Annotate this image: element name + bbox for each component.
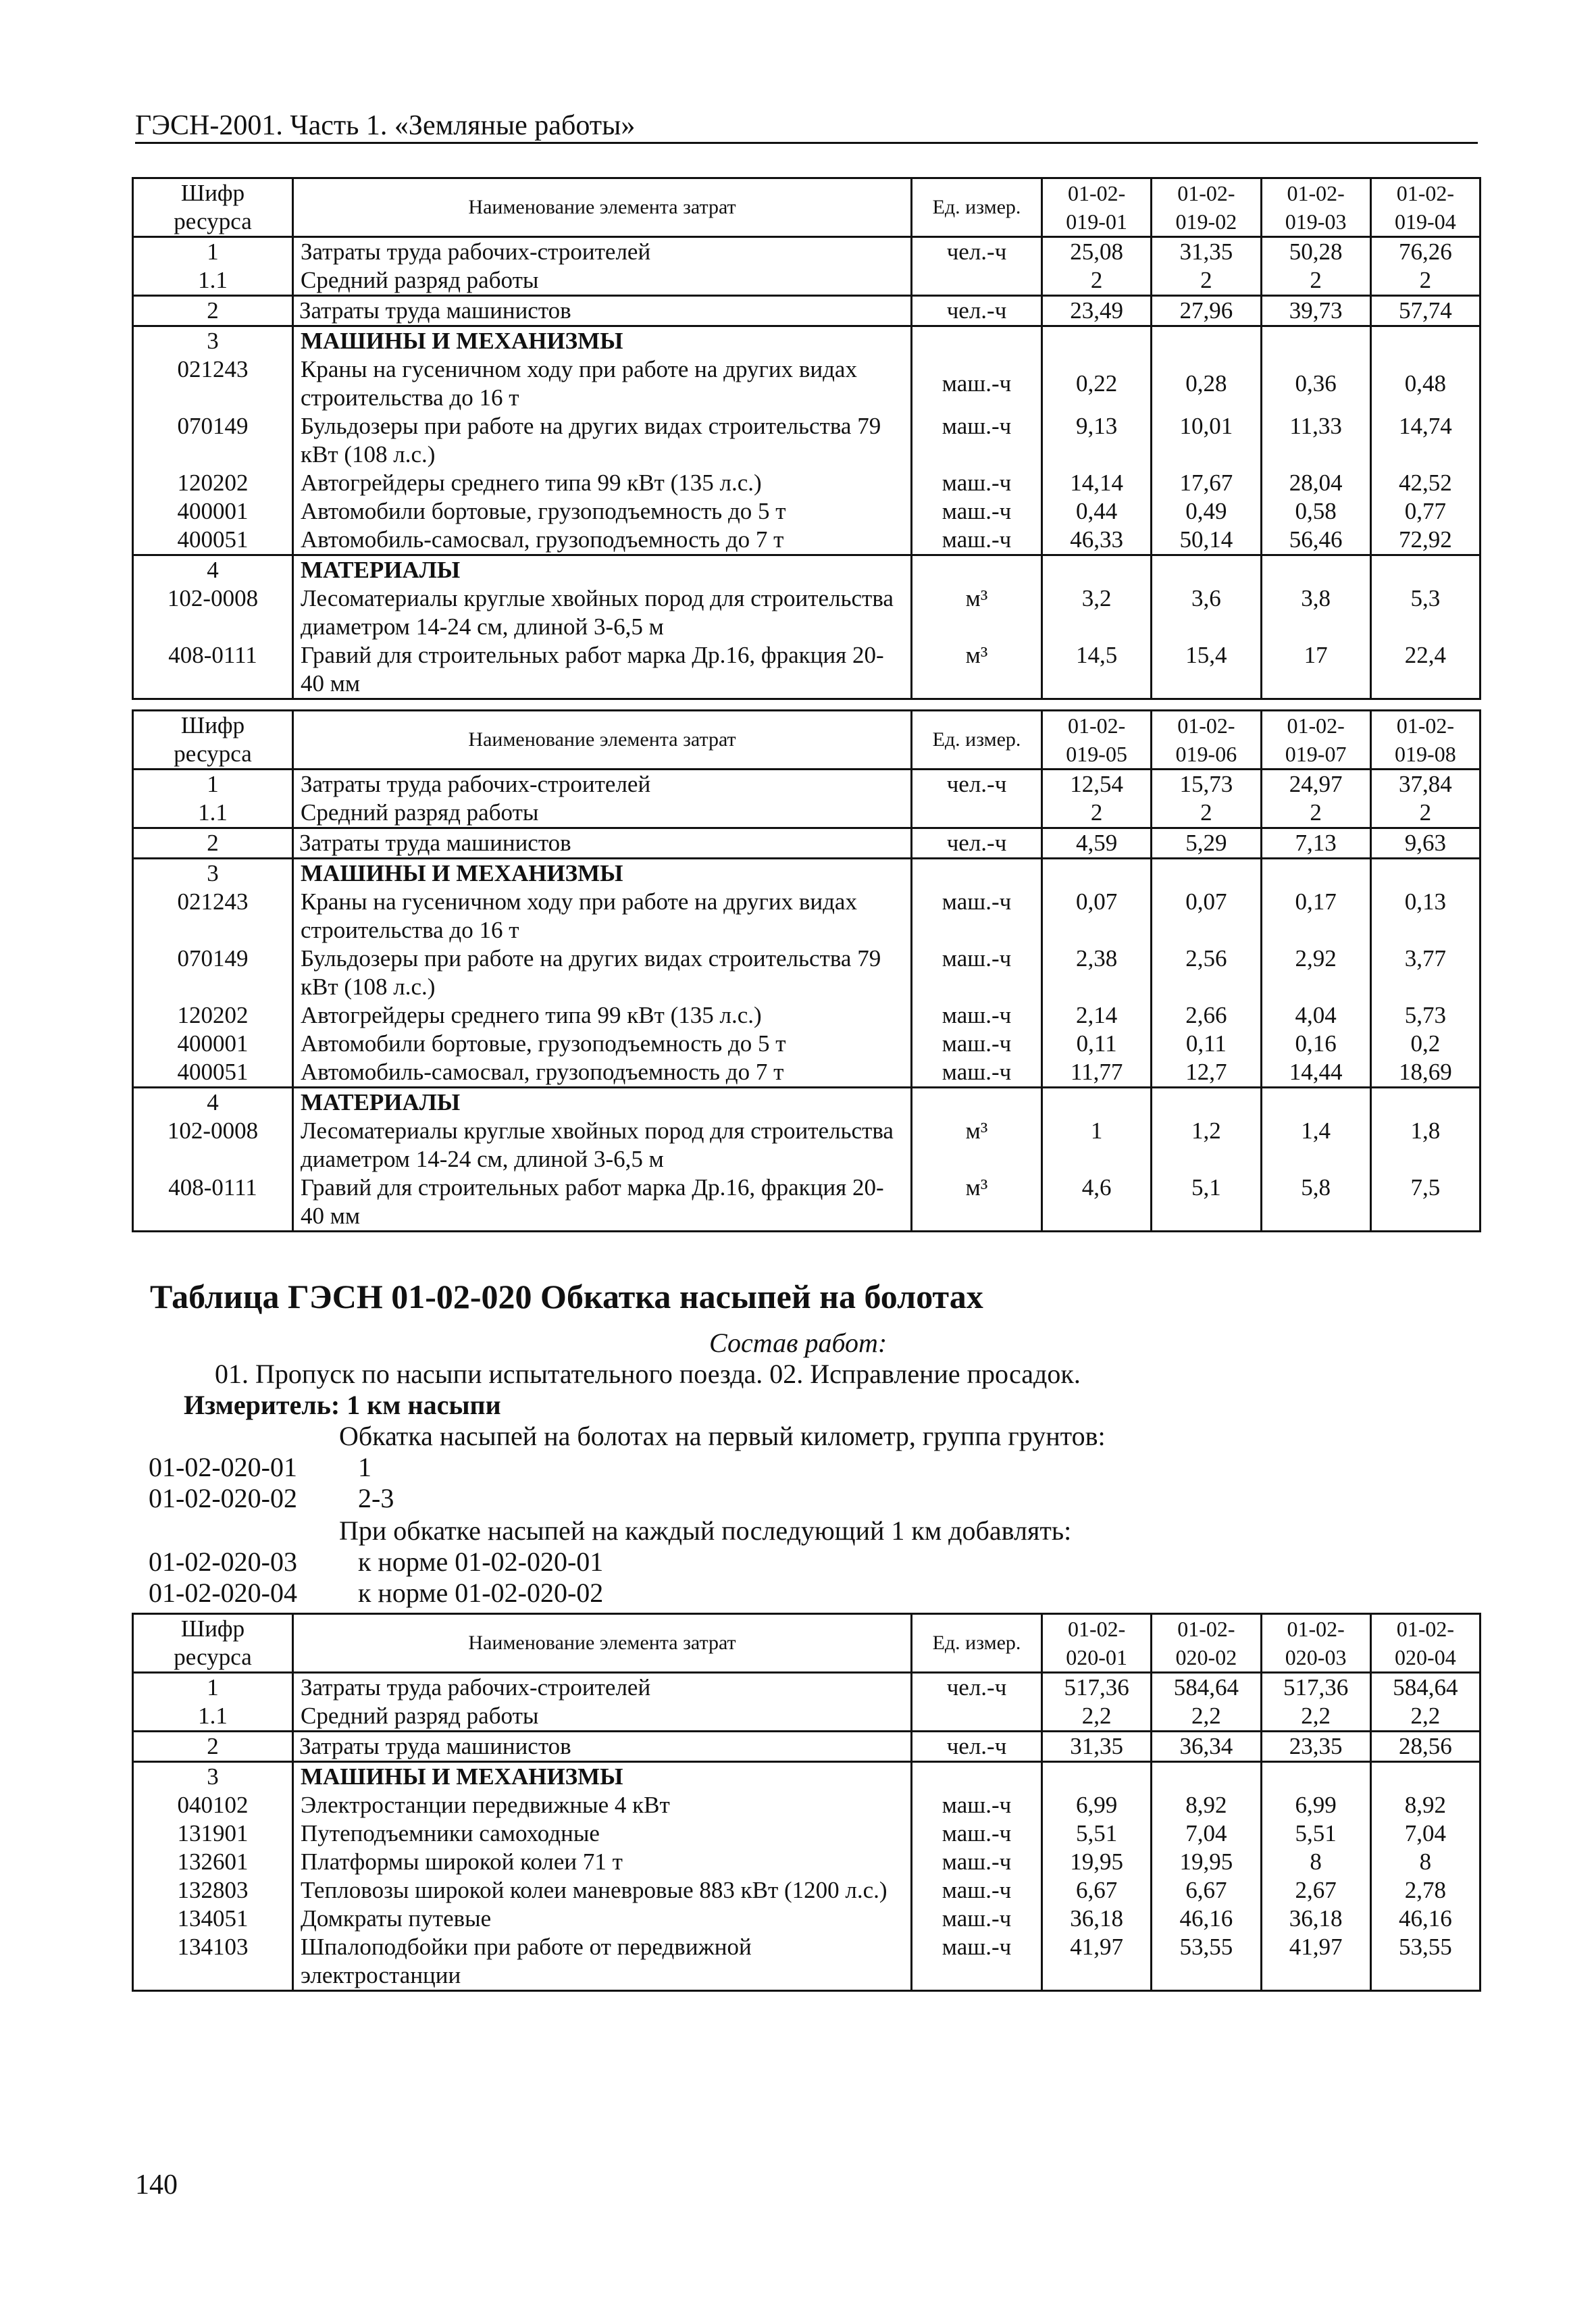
resource-code: 400001 [133, 497, 293, 526]
norm-value: 2,2 [1042, 1702, 1152, 1732]
resource-name: Гравий для строительных работ марка Др.16, фракция 20-40 мм [293, 641, 912, 699]
first-km-text: Обкатка насыпей на болотах на первый километр, группа грунтов: [339, 1421, 1106, 1451]
norm-value: 19,95 [1042, 1848, 1152, 1876]
norm-value: 6,67 [1152, 1876, 1261, 1905]
table-row [133, 412, 1481, 469]
norm-value: 0,36 [1261, 355, 1370, 412]
resource-code: 070149 [133, 945, 293, 1001]
norm-value: 0,58 [1261, 497, 1370, 526]
norm-value: 2,38 [1042, 945, 1152, 1001]
resource-code: 1.1 [133, 799, 293, 828]
resource-unit: м³ [912, 1117, 1042, 1174]
resource-code: 2 [133, 296, 293, 326]
norm-value: 41,97 [1042, 1933, 1152, 1991]
section-row [133, 326, 1481, 356]
norm-value: 2,2 [1261, 1702, 1370, 1732]
col-norm-header: 01-02-019-02 [1152, 178, 1261, 237]
table-row [133, 1876, 1481, 1905]
section-code: 3 [133, 1762, 293, 1792]
col-unit-header: Ед. измер. [912, 178, 1042, 237]
resource-name: Затраты труда рабочих-строителей [293, 770, 912, 799]
norm-value: 1,8 [1370, 1117, 1480, 1174]
table-row [133, 1791, 1481, 1819]
norm-value: 7,04 [1370, 1819, 1480, 1848]
norm-value: 50,14 [1152, 526, 1261, 555]
col-code-header: Шифр ресурса [133, 1614, 293, 1673]
page-number: 140 [135, 2169, 178, 2200]
resource-unit: маш.-ч [912, 469, 1042, 497]
norm-value: 10,01 [1152, 412, 1261, 469]
norm-value: 39,73 [1261, 296, 1370, 326]
resource-name: Путеподъемники самоходные [293, 1819, 912, 1848]
resource-table-019-05-08 [132, 709, 1481, 1232]
norm-value: 56,46 [1261, 526, 1370, 555]
meter-text: Измеритель: 1 км насыпи [184, 1390, 501, 1420]
norm-value: 584,64 [1152, 1673, 1261, 1703]
table-row [133, 945, 1481, 1001]
table-row [133, 1001, 1481, 1030]
norm-value: 2,2 [1152, 1702, 1261, 1732]
table-row [133, 584, 1481, 641]
col-norm-header: 01-02-019-08 [1370, 711, 1480, 770]
norm-value: 5,8 [1261, 1174, 1370, 1232]
table-row [133, 641, 1481, 699]
section-code: 4 [133, 555, 293, 585]
norm-code: 01-02-020-01 [149, 1452, 297, 1482]
table-row [133, 469, 1481, 497]
norm-value: 6,99 [1261, 1791, 1370, 1819]
norm-value: 27,96 [1152, 296, 1261, 326]
col-norm-header: 01-02-019-01 [1042, 178, 1152, 237]
norm-value: 23,35 [1261, 1732, 1370, 1762]
resource-unit: маш.-ч [912, 1819, 1042, 1848]
norm-value: 14,5 [1042, 641, 1152, 699]
composition-label: Состав работ: [709, 1328, 887, 1358]
norm-value: 31,35 [1042, 1732, 1152, 1762]
table-row [133, 770, 1481, 799]
resource-name: Затраты труда рабочих-строителей [293, 237, 912, 267]
resource-name: Краны на гусеничном ходу при работе на других видах строительства до 16 т [293, 355, 912, 412]
table-row [133, 266, 1481, 296]
resource-name: Краны на гусеничном ходу при работе на других видах строительства до 16 т [293, 888, 912, 945]
section-row [133, 555, 1481, 585]
col-norm-header: 01-02-019-06 [1152, 711, 1261, 770]
table-row [133, 1819, 1481, 1848]
norm-value: 0,28 [1152, 355, 1261, 412]
norm-value: 28,56 [1370, 1732, 1480, 1762]
resource-code: 102-0008 [133, 1117, 293, 1174]
resource-name: Средний разряд работы [293, 799, 912, 828]
section-heading: МАШИНЫ И МЕХАНИЗМЫ [293, 1762, 912, 1792]
table-row [133, 828, 1481, 859]
norm-value: 0,17 [1261, 888, 1370, 945]
norm-code: 01-02-020-04 [149, 1578, 297, 1608]
col-unit-header: Ед. измер. [912, 1614, 1042, 1673]
section-row [133, 1762, 1481, 1792]
table-row [133, 1933, 1481, 1991]
norm-value: 5,51 [1261, 1819, 1370, 1848]
norm-value: 2,67 [1261, 1876, 1370, 1905]
table-row [133, 526, 1481, 555]
norm-value: 8 [1261, 1848, 1370, 1876]
norm-value: 25,08 [1042, 237, 1152, 267]
norm-value: 2 [1042, 266, 1152, 296]
norm-value: 28,04 [1261, 469, 1370, 497]
section-heading: МАТЕРИАЛЫ [293, 555, 912, 585]
section-code: 3 [133, 326, 293, 356]
norm-value: 14,14 [1042, 469, 1152, 497]
norm-value: 5,51 [1042, 1819, 1152, 1848]
resource-name: Бульдозеры при работе на других видах строительства 79 кВт (108 л.с.) [293, 412, 912, 469]
resource-unit: маш.-ч [912, 497, 1042, 526]
norm-value: 3,6 [1152, 584, 1261, 641]
running-header: ГЭСН-2001. Часть 1. «Земляные работы» [135, 110, 636, 141]
norm-value: 17 [1261, 641, 1370, 699]
resource-code: 134103 [133, 1933, 293, 1991]
resource-code: 1.1 [133, 1702, 293, 1732]
resource-unit: маш.-ч [912, 1905, 1042, 1933]
norm-value: 11,77 [1042, 1058, 1152, 1088]
resource-code: 021243 [133, 355, 293, 412]
col-norm-header: 01-02-019-07 [1261, 711, 1370, 770]
norm-value: 0,11 [1042, 1030, 1152, 1058]
norm-value: 4,59 [1042, 828, 1152, 859]
resource-unit: чел.-ч [912, 1673, 1042, 1703]
resource-code: 120202 [133, 1001, 293, 1030]
resource-unit: чел.-ч [912, 828, 1042, 859]
resource-unit: маш.-ч [912, 888, 1042, 945]
table-header-row [133, 711, 1481, 770]
table-row [133, 497, 1481, 526]
resource-unit: маш.-ч [912, 945, 1042, 1001]
norm-value: 2,56 [1152, 945, 1261, 1001]
resource-name: Автомобиль-самосвал, грузоподъемность до 7 т [293, 526, 912, 555]
table-row [133, 1174, 1481, 1232]
norm-value: 3,8 [1261, 584, 1370, 641]
norm-value: 18,69 [1370, 1058, 1480, 1088]
norm-value: 72,92 [1370, 526, 1480, 555]
norm-value: 4,04 [1261, 1001, 1370, 1030]
norm-value: 4,6 [1042, 1174, 1152, 1232]
col-norm-header: 01-02-020-04 [1370, 1614, 1480, 1673]
norm-value: 0,44 [1042, 497, 1152, 526]
col-norm-header: 01-02-020-03 [1261, 1614, 1370, 1673]
norm-value: 2 [1261, 266, 1370, 296]
resource-unit: маш.-ч [912, 1001, 1042, 1030]
resource-code: 1.1 [133, 266, 293, 296]
resource-unit: маш.-ч [912, 1030, 1042, 1058]
norm-value: 53,55 [1152, 1933, 1261, 1991]
norm-value: 0,49 [1152, 497, 1261, 526]
resource-unit: маш.-ч [912, 1058, 1042, 1088]
resource-code: 040102 [133, 1791, 293, 1819]
section-heading: МАТЕРИАЛЫ [293, 1088, 912, 1117]
norm-value: 46,16 [1152, 1905, 1261, 1933]
norm-value: 1 [1042, 1117, 1152, 1174]
norm-value: 15,4 [1152, 641, 1261, 699]
header-rule [135, 142, 1478, 144]
norm-value: 0,77 [1370, 497, 1480, 526]
resource-name: Шпалоподбойки при работе от передвижной электростанции [293, 1933, 912, 1991]
norm-value: 0,2 [1370, 1030, 1480, 1058]
norm-value: 22,4 [1370, 641, 1480, 699]
resource-unit: м³ [912, 641, 1042, 699]
resource-unit [912, 1702, 1042, 1732]
table-header-row [133, 1614, 1481, 1673]
norm-value: 11,33 [1261, 412, 1370, 469]
norm-value: 517,36 [1042, 1673, 1152, 1703]
resource-name: Электростанции передвижные 4 кВт [293, 1791, 912, 1819]
norm-value: 5,73 [1370, 1001, 1480, 1030]
resource-code: 021243 [133, 888, 293, 945]
norm-value: 2,78 [1370, 1876, 1480, 1905]
resource-unit: м³ [912, 1174, 1042, 1232]
norm-value: 1,4 [1261, 1117, 1370, 1174]
resource-unit: маш.-ч [912, 1848, 1042, 1876]
table-row [133, 1030, 1481, 1058]
norm-value: 2,14 [1042, 1001, 1152, 1030]
resource-code: 1 [133, 770, 293, 799]
norm-value: 517,36 [1261, 1673, 1370, 1703]
resource-name: Домкраты путевые [293, 1905, 912, 1933]
norm-value: 8,92 [1152, 1791, 1261, 1819]
resource-unit: чел.-ч [912, 1732, 1042, 1762]
resource-code: 120202 [133, 469, 293, 497]
table-row [133, 1058, 1481, 1088]
resource-code: 132601 [133, 1848, 293, 1876]
resource-name: Затраты труда машинистов [293, 1732, 912, 1762]
section-heading: МАШИНЫ И МЕХАНИЗМЫ [293, 326, 912, 356]
table-row [133, 799, 1481, 828]
resource-name: Затраты труда машинистов [293, 828, 912, 859]
resource-unit: м³ [912, 584, 1042, 641]
table-row [133, 888, 1481, 945]
norm-value: 7,5 [1370, 1174, 1480, 1232]
section-code: 3 [133, 859, 293, 888]
norm-value: 5,3 [1370, 584, 1480, 641]
resource-name: Средний разряд работы [293, 1702, 912, 1732]
norm-desc: 2-3 [358, 1483, 394, 1513]
resource-name: Лесоматериалы круглые хвойных пород для строительства диаметром 14-24 см, длиной 3-6,5 м [293, 1117, 912, 1174]
resource-name: Автомобили бортовые, грузоподъемность до 5 т [293, 497, 912, 526]
table-row [133, 1702, 1481, 1732]
resource-code: 2 [133, 1732, 293, 1762]
col-name-header: Наименование элемента затрат [293, 178, 912, 237]
resource-name: Платформы широкой колеи 71 т [293, 1848, 912, 1876]
norm-value: 17,67 [1152, 469, 1261, 497]
norm-value: 57,74 [1370, 296, 1480, 326]
norm-value: 0,07 [1042, 888, 1152, 945]
resource-code: 102-0008 [133, 584, 293, 641]
norm-value: 7,13 [1261, 828, 1370, 859]
norm-value: 2,66 [1152, 1001, 1261, 1030]
norm-value: 36,34 [1152, 1732, 1261, 1762]
table-row [133, 1732, 1481, 1762]
composition-text: 01. Пропуск по насыпи испытательного поезда. 02. Исправление просадок. [215, 1359, 1081, 1389]
resource-code: 400001 [133, 1030, 293, 1058]
resource-code: 2 [133, 828, 293, 859]
norm-value: 23,49 [1042, 296, 1152, 326]
resource-name: Автомобили бортовые, грузоподъемность до 5 т [293, 1030, 912, 1058]
norm-value: 46,16 [1370, 1905, 1480, 1933]
norm-value: 76,26 [1370, 237, 1480, 267]
norm-value: 42,52 [1370, 469, 1480, 497]
resource-code: 400051 [133, 526, 293, 555]
norm-value: 2 [1042, 799, 1152, 828]
resource-code: 408-0111 [133, 1174, 293, 1232]
col-norm-header: 01-02-020-02 [1152, 1614, 1261, 1673]
norm-value: 14,44 [1261, 1058, 1370, 1088]
col-name-header: Наименование элемента затрат [293, 1614, 912, 1673]
col-norm-header: 01-02-019-04 [1370, 178, 1480, 237]
table-header-row [133, 178, 1481, 237]
resource-code: 408-0111 [133, 641, 293, 699]
resource-name: Средний разряд работы [293, 266, 912, 296]
resource-unit: чел.-ч [912, 296, 1042, 326]
resource-unit [912, 266, 1042, 296]
table-row [133, 1848, 1481, 1876]
col-norm-header: 01-02-019-03 [1261, 178, 1370, 237]
norm-value: 12,54 [1042, 770, 1152, 799]
norm-value: 2 [1370, 799, 1480, 828]
norm-value: 0,11 [1152, 1030, 1261, 1058]
resource-code: 134051 [133, 1905, 293, 1933]
resource-table-020 [132, 1613, 1481, 1992]
resource-code: 132803 [133, 1876, 293, 1905]
norm-value: 1,2 [1152, 1117, 1261, 1174]
resource-unit [912, 799, 1042, 828]
each-km-text: При обкатке насыпей на каждый последующий 1 км добавлять: [339, 1515, 1072, 1546]
table-row [133, 1673, 1481, 1703]
resource-name: Лесоматериалы круглые хвойных пород для строительства диаметром 14-24 см, длиной 3-6,5 м [293, 584, 912, 641]
norm-value: 0,22 [1042, 355, 1152, 412]
resource-name: Автогрейдеры среднего типа 99 кВт (135 л.с.) [293, 469, 912, 497]
resource-name: Автогрейдеры среднего типа 99 кВт (135 л.с.) [293, 1001, 912, 1030]
norm-value: 19,95 [1152, 1848, 1261, 1876]
norm-value: 9,13 [1042, 412, 1152, 469]
norm-value: 0,07 [1152, 888, 1261, 945]
norm-value: 2,2 [1370, 1702, 1480, 1732]
norm-value: 3,77 [1370, 945, 1480, 1001]
norm-value: 14,74 [1370, 412, 1480, 469]
resource-code: 070149 [133, 412, 293, 469]
resource-name: Затраты труда машинистов [293, 296, 912, 326]
norm-value: 50,28 [1261, 237, 1370, 267]
norm-value: 2 [1152, 799, 1261, 828]
resource-name: Затраты труда рабочих-строителей [293, 1673, 912, 1703]
section-row [133, 1088, 1481, 1117]
norm-code: 01-02-020-02 [149, 1483, 297, 1513]
norm-value: 6,67 [1042, 1876, 1152, 1905]
norm-value: 2 [1261, 799, 1370, 828]
resource-unit: чел.-ч [912, 237, 1042, 267]
resource-table-019-01-04 [132, 177, 1481, 700]
resource-name: Бульдозеры при работе на других видах строительства 79 кВт (108 л.с.) [293, 945, 912, 1001]
resource-code: 131901 [133, 1819, 293, 1848]
norm-value: 36,18 [1261, 1905, 1370, 1933]
norm-value: 36,18 [1042, 1905, 1152, 1933]
col-code-header: Шифр ресурса [133, 711, 293, 770]
resource-unit: маш.-ч [912, 1933, 1042, 1991]
resource-name: Гравий для строительных работ марка Др.16, фракция 20-40 мм [293, 1174, 912, 1232]
norm-value: 53,55 [1370, 1933, 1480, 1991]
norm-desc: к норме 01-02-020-01 [358, 1546, 604, 1577]
section-row [133, 859, 1481, 888]
section-title: Таблица ГЭСН 01-02-020 Обкатка насыпей на болотах [150, 1278, 983, 1315]
norm-desc: к норме 01-02-020-02 [358, 1578, 604, 1608]
norm-value: 6,99 [1042, 1791, 1152, 1819]
norm-value: 0,13 [1370, 888, 1480, 945]
section-code: 4 [133, 1088, 293, 1117]
resource-unit: маш.-ч [912, 526, 1042, 555]
col-unit-header: Ед. измер. [912, 711, 1042, 770]
norm-value: 2,92 [1261, 945, 1370, 1001]
section-heading: МАШИНЫ И МЕХАНИЗМЫ [293, 859, 912, 888]
resource-unit: маш.-ч [912, 1876, 1042, 1905]
norm-value: 2 [1152, 266, 1261, 296]
norm-code: 01-02-020-03 [149, 1546, 297, 1577]
resource-code: 1 [133, 237, 293, 267]
norm-value: 9,63 [1370, 828, 1480, 859]
norm-value: 31,35 [1152, 237, 1261, 267]
col-norm-header: 01-02-020-01 [1042, 1614, 1152, 1673]
table-row [133, 1905, 1481, 1933]
resource-code: 400051 [133, 1058, 293, 1088]
resource-unit: маш.-ч [912, 412, 1042, 469]
col-name-header: Наименование элемента затрат [293, 711, 912, 770]
norm-value: 7,04 [1152, 1819, 1261, 1848]
resource-unit: маш.-ч [912, 1791, 1042, 1819]
norm-value: 0,48 [1370, 355, 1480, 412]
col-code-header: Шифр ресурса [133, 178, 293, 237]
norm-value: 24,97 [1261, 770, 1370, 799]
col-norm-header: 01-02-019-05 [1042, 711, 1152, 770]
resource-unit: маш.-ч [912, 355, 1042, 412]
table-row [133, 1117, 1481, 1174]
norm-value: 584,64 [1370, 1673, 1480, 1703]
table-row [133, 237, 1481, 267]
norm-value: 15,73 [1152, 770, 1261, 799]
norm-value: 5,1 [1152, 1174, 1261, 1232]
resource-name: Тепловозы широкой колеи маневровые 883 кВт (1200 л.с.) [293, 1876, 912, 1905]
norm-value: 8 [1370, 1848, 1480, 1876]
table-row [133, 355, 1481, 412]
norm-value: 8,92 [1370, 1791, 1480, 1819]
norm-value: 12,7 [1152, 1058, 1261, 1088]
norm-value: 46,33 [1042, 526, 1152, 555]
resource-code: 1 [133, 1673, 293, 1703]
table-row [133, 296, 1481, 326]
norm-value: 2 [1370, 266, 1480, 296]
norm-value: 0,16 [1261, 1030, 1370, 1058]
norm-value: 41,97 [1261, 1933, 1370, 1991]
norm-value: 3,2 [1042, 584, 1152, 641]
norm-value: 5,29 [1152, 828, 1261, 859]
norm-value: 37,84 [1370, 770, 1480, 799]
norm-desc: 1 [358, 1452, 371, 1482]
resource-name: Автомобиль-самосвал, грузоподъемность до 7 т [293, 1058, 912, 1088]
resource-unit: чел.-ч [912, 770, 1042, 799]
